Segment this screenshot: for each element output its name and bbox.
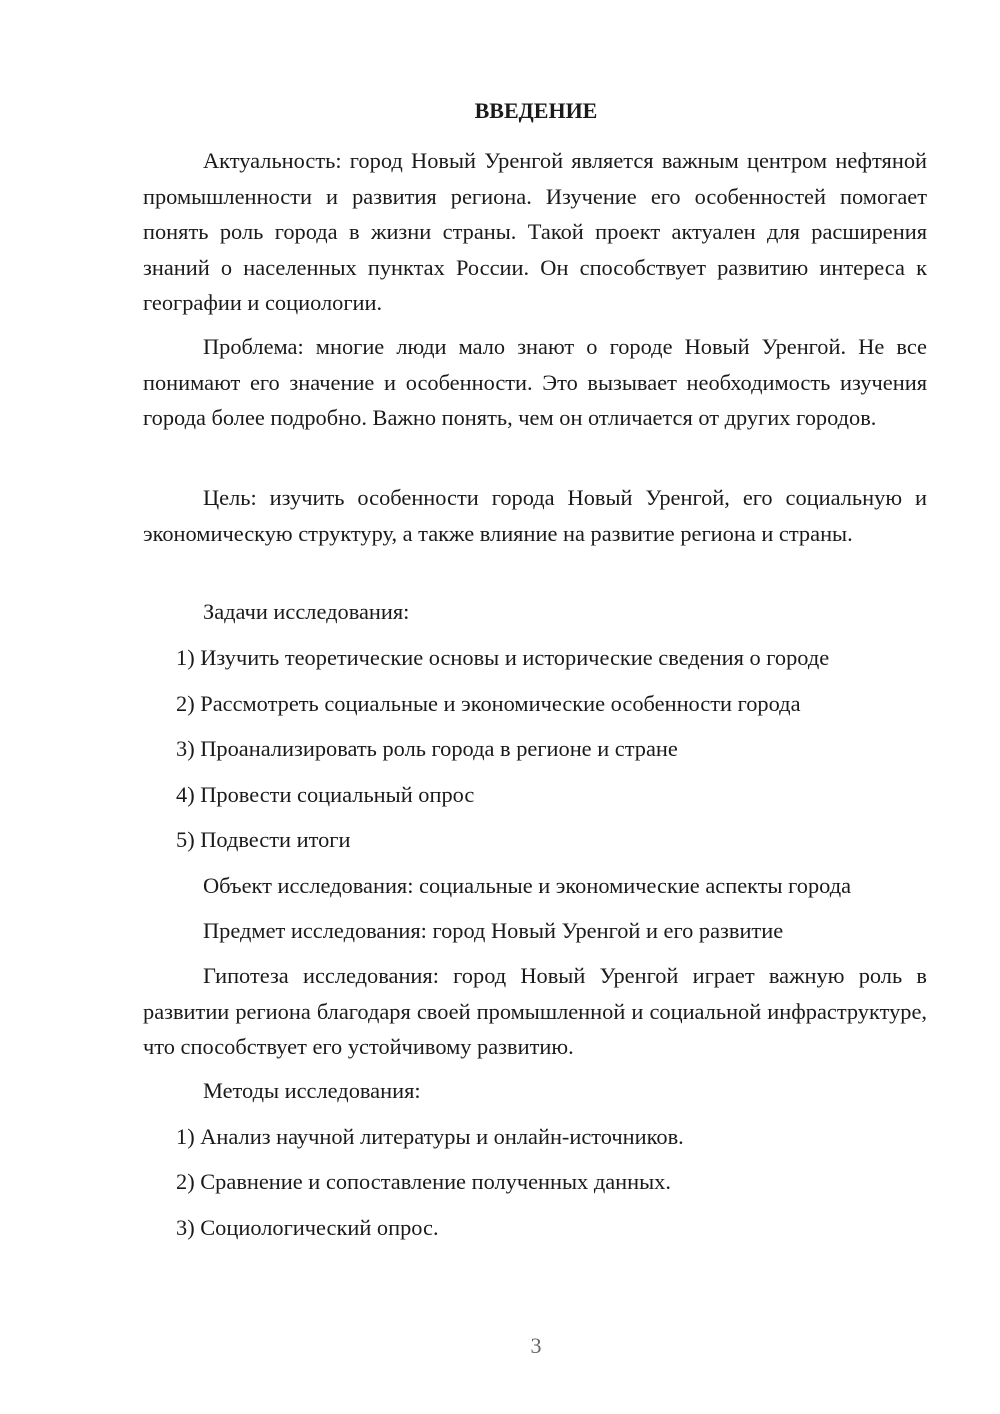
problem-paragraph: Проблема: многие люди мало знают о городе Новый Уренгой. Не все понимают его значение и особенности. Это вызывает необходимость изучения города более подробно. Важно понять, чем он отличается от других городов. — [143, 334, 927, 430]
task-item: 2) Рассмотреть социальные и экономические особенности города — [176, 691, 801, 716]
page-number: 3 — [530, 1333, 542, 1358]
section-heading: ВВЕДЕНИЕ — [474, 98, 598, 123]
task-item: 5) Подвести итоги — [176, 827, 351, 852]
task-item: 1) Изучить теоретические основы и исторические сведения о городе — [176, 645, 830, 670]
task-item: 4) Провести социальный опрос — [176, 782, 475, 807]
relevance-paragraph: Актуальность: город Новый Уренгой является важным центром нефтяной промышленности и развития региона. Изучение его особенностей помогает понять роль города в жизни страны. Такой проект актуален для расширения знаний о населенных пунктах России. Он способствует развитию интереса к географии и социологии. — [143, 148, 927, 315]
method-item: 2) Сравнение и сопоставление полученных данных. — [176, 1169, 671, 1194]
tasks-title: Задачи исследования: — [203, 599, 410, 624]
method-item: 1) Анализ научной литературы и онлайн-источников. — [176, 1124, 684, 1149]
methods-title: Методы исследования: — [203, 1078, 421, 1103]
research-subject: Предмет исследования: город Новый Уренгой и его развитие — [203, 918, 784, 943]
research-object: Объект исследования: социальные и экономические аспекты города — [203, 873, 852, 898]
goal-paragraph: Цель: изучить особенности города Новый Уренгой, его социальную и экономическую структуру, а также влияние на развитие региона и страны. — [143, 485, 927, 546]
method-item: 3) Социологический опрос. — [176, 1215, 439, 1240]
hypothesis-paragraph: Гипотеза исследования: город Новый Уренгой играет важную роль в развитии региона благодаря своей промышленной и социальной инфраструктуре, что способствует его устойчивому развитию. — [143, 963, 927, 1059]
task-item: 3) Проанализировать роль города в регионе и стране — [176, 736, 678, 761]
